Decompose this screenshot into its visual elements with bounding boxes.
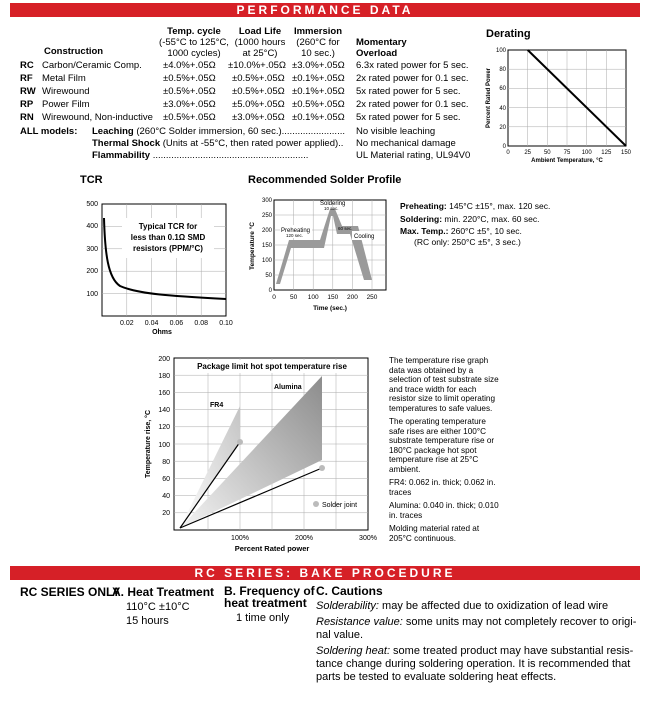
derating-xtick: 75 xyxy=(563,150,571,156)
hotspot-ytick: 80 xyxy=(162,459,170,466)
leaching-line: Leaching (260°C Solder immersion, 60 sec.)........................ xyxy=(92,126,345,137)
tcr-xtick: 0.08 xyxy=(194,320,209,327)
solder-label-preheating: Preheating xyxy=(281,228,311,234)
solder-ytick: 0 xyxy=(268,288,272,294)
derating-xtick: 150 xyxy=(620,150,632,156)
table-row: RP Power Film ±3.0%+.05Ω ±5.0%+.05Ω ±0.5%+.05Ω 2x rated power for 0.1 sec. xyxy=(20,99,469,110)
solder-xtick: 100 xyxy=(307,294,319,301)
table-row: RC Carbon/Ceramic Comp. ±4.0%+.05Ω ±10.0%+.05Ω ±3.0%+.05Ω 6.3x rated power for 5 sec. xyxy=(20,60,469,71)
caution-solderability: Solderability: may be affected due to oxidization of lead wire xyxy=(316,600,609,612)
hotspot-legend: Solder joint xyxy=(322,502,358,509)
flammability-line: Flammability ........................................................... xyxy=(92,150,309,161)
derating-title: Derating xyxy=(486,28,531,40)
derating-ytick: 20 xyxy=(499,125,506,131)
hotspot-note: Alumina: 0.040 in. thick; 0.010 in. traces xyxy=(389,501,499,520)
solder-label-60sec: 60 sec. xyxy=(338,226,353,231)
caution-soldering-heat-cont: tance change during soldering operation. It is recommended that xyxy=(316,658,631,670)
construction-header: Construction xyxy=(44,46,104,57)
caution-resistance: Resistance value: some units may not completely recover to origi- xyxy=(316,616,637,628)
momentary-overload-header: Momentary Overload xyxy=(356,37,407,59)
solder-label-preheating-time: 120 sec. xyxy=(286,233,304,238)
solder-ytick: 250 xyxy=(261,213,272,219)
tcr-ytick: 100 xyxy=(86,291,98,298)
derating-ylabel: Percent Rated Power xyxy=(486,67,492,129)
tcr-title: TCR xyxy=(80,174,103,186)
solder-xtick: 150 xyxy=(327,294,339,301)
bake-banner: RC SERIES: BAKE PROCEDURE xyxy=(10,566,640,580)
derating-xtick: 0 xyxy=(506,150,510,156)
performance-banner: PERFORMANCE DATA xyxy=(10,3,640,17)
leaching-result: No visible leaching xyxy=(356,126,436,137)
heat-treatment-time: 15 hours xyxy=(126,615,169,627)
cautions-title: C. Cautions xyxy=(316,584,383,598)
temp-cycle-header: Temp. cycle (-55°C to 125°C, 1000 cycles) xyxy=(159,26,229,59)
solder-xtick: 50 xyxy=(289,294,298,301)
thermal-shock-line: Thermal Shock (Units at -55°C, then rated power applied).. xyxy=(92,138,344,149)
hotspot-notes xyxy=(389,356,499,543)
alumina-solder-joint xyxy=(319,465,325,471)
solder-label-cooling: Cooling xyxy=(354,234,375,240)
hotspot-xtick: 100% xyxy=(231,535,249,542)
tcr-xtick: 0.04 xyxy=(144,320,159,327)
hotspot-xtick: 200% xyxy=(295,535,313,542)
solder-xtick: 200 xyxy=(346,294,358,301)
hotspot-fr4-label: FR4 xyxy=(210,402,224,409)
hotspot-note: Molding material rated at 205°C continuous. xyxy=(389,524,480,543)
derating-xtick: 125 xyxy=(601,150,612,156)
heat-treatment-block xyxy=(112,585,214,628)
caution-resistance-cont: nal value. xyxy=(316,629,364,641)
hotspot-ytick: 120 xyxy=(158,424,170,431)
hotspot-xlabel: Percent Rated power xyxy=(234,544,310,553)
derating-ytick: 60 xyxy=(499,86,506,92)
solder-ytick: 100 xyxy=(261,258,272,264)
hotspot-title: Package limit hot spot temperature rise xyxy=(197,362,347,371)
table-row: RN Wirewound, Non-inductive ±0.5%+.05Ω ±3.0%+.05Ω ±0.1%+.05Ω 5x rated power for 5 sec. xyxy=(20,112,461,123)
hotspot-note: The temperature rise graph data was obtained by a selection of test substrate size and trace width for each resistor size to limit operating temperatures to safe values. xyxy=(389,356,499,413)
hotspot-ytick: 20 xyxy=(162,510,170,517)
hotspot-ytick: 40 xyxy=(162,493,170,500)
frequency-title: B. Frequency of xyxy=(224,584,315,598)
solder-xtick: 250 xyxy=(366,294,378,301)
tcr-legend-line: resistors (PPM/°C) xyxy=(133,244,203,253)
hotspot-ytick: 140 xyxy=(158,407,170,414)
hotspot-ylabel: Temperature rise, °C xyxy=(145,409,152,479)
solder-ytick: 200 xyxy=(261,228,272,234)
immersion-header: Immersion (260°C for 10 sec.) xyxy=(293,26,343,59)
tcr-ytick: 200 xyxy=(86,268,98,275)
hotspot-ytick: 60 xyxy=(162,476,170,483)
derating-chart xyxy=(480,44,640,166)
tcr-ytick: 400 xyxy=(86,223,98,230)
derating-ytick: 100 xyxy=(495,48,506,54)
solder-ytick: 150 xyxy=(261,243,272,249)
all-models-label: ALL models: xyxy=(20,126,78,137)
solder-label-soldering-time: 10 sec. xyxy=(324,206,339,211)
tcr-xtick: 0.02 xyxy=(119,320,134,327)
tcr-legend-line: less than 0.1Ω SMD xyxy=(130,233,206,242)
derating-curve xyxy=(528,50,626,146)
solder-note: Soldering: min. 220°C, max. 60 sec. xyxy=(400,213,540,224)
derating-xtick: 100 xyxy=(581,150,592,156)
tcr-chart xyxy=(60,188,240,338)
solder-chart xyxy=(244,192,396,316)
frequency-title-2: heat treatment xyxy=(224,596,307,610)
derating-ytick: 0 xyxy=(502,144,506,150)
solder-note-rc: (RC only: 250°C ±5°, 3 sec.) xyxy=(414,236,521,247)
cautions-block xyxy=(316,585,636,684)
solder-profile-band xyxy=(276,209,375,284)
table-row: RF Metal Film ±0.5%+.05Ω ±0.5%+.05Ω ±0.1%+.05Ω 2x rated power for 0.1 sec. xyxy=(20,73,469,84)
alumina-area xyxy=(180,376,322,528)
load-life-header: Load Life (1000 hours at 25°C) xyxy=(234,26,286,59)
hotspot-note: The operating temperature safe rises are either 100°C substrate temperature rise or 180°C package hot spot temperature rise at 25°C ambient. xyxy=(389,417,495,474)
hotspot-alumina-label: Alumina xyxy=(274,384,302,391)
caution-soldering-heat-cont2: parts be tested to evaluate soldering heat effects. xyxy=(316,671,557,683)
solder-label-soldering: Soldering xyxy=(320,201,346,207)
derating-xtick: 50 xyxy=(543,150,551,156)
heat-treatment-title: A. Heat Treatment xyxy=(112,585,215,599)
frequency-value: 1 time only xyxy=(236,612,290,624)
solder-note: Max. Temp.: 260°C ±5°, 10 sec. xyxy=(400,226,522,236)
hotspot-xtick: 300% xyxy=(359,535,377,542)
solder-joint-legend-icon xyxy=(313,501,319,507)
flammability-result: UL Material rating, UL94V0 xyxy=(356,150,471,161)
tcr-ytick: 300 xyxy=(86,246,98,253)
hotspot-ytick: 160 xyxy=(158,390,170,397)
hotspot-note: FR4: 0.062 in. thick; 0.062 in. traces xyxy=(389,478,496,497)
solder-ytick: 300 xyxy=(261,198,272,204)
derating-ytick: 80 xyxy=(499,67,506,73)
solder-xtick: 0 xyxy=(272,294,276,301)
tcr-xlabel: Ohms xyxy=(152,329,172,336)
hotspot-ytick: 180 xyxy=(158,373,170,380)
solder-title: Recommended Solder Profile xyxy=(248,174,402,186)
derating-xtick: 25 xyxy=(524,150,532,156)
derating-ytick: 40 xyxy=(499,106,506,112)
rc-series-only-label: RC SERIES ONLY xyxy=(20,585,121,599)
tcr-xtick: 0.06 xyxy=(169,320,184,327)
hotspot-chart xyxy=(138,352,388,557)
frequency-block xyxy=(224,585,315,624)
solder-note: Preheating: 145°C ±15°, max. 120 sec. xyxy=(400,201,551,211)
hotspot-ytick: 100 xyxy=(158,442,170,449)
solder-notes xyxy=(400,201,550,247)
table-row: RW Wirewound ±0.5%+.05Ω ±0.5%+.05Ω ±0.1%+.05Ω 5x rated power for 5 sec. xyxy=(20,86,461,97)
tcr-ytick: 500 xyxy=(86,201,98,208)
performance-table xyxy=(20,59,480,124)
caution-soldering-heat: Soldering heat: some treated product may have substantial resis- xyxy=(316,645,634,657)
thermal-shock-result: No mechanical damage xyxy=(356,138,456,149)
tcr-legend-line: Typical TCR for xyxy=(138,222,198,231)
solder-ytick: 50 xyxy=(265,273,272,279)
tcr-xtick: 0.10 xyxy=(219,320,233,327)
heat-treatment-temp: 110°C ±10°C xyxy=(126,601,190,613)
fr4-solder-joint xyxy=(237,439,243,445)
derating-xlabel: Ambient Temperature, °C xyxy=(531,158,603,164)
hotspot-ytick: 200 xyxy=(158,356,170,363)
solder-ylabel: Temperature °C xyxy=(249,222,256,270)
solder-xlabel: Time (sec.) xyxy=(313,305,347,312)
